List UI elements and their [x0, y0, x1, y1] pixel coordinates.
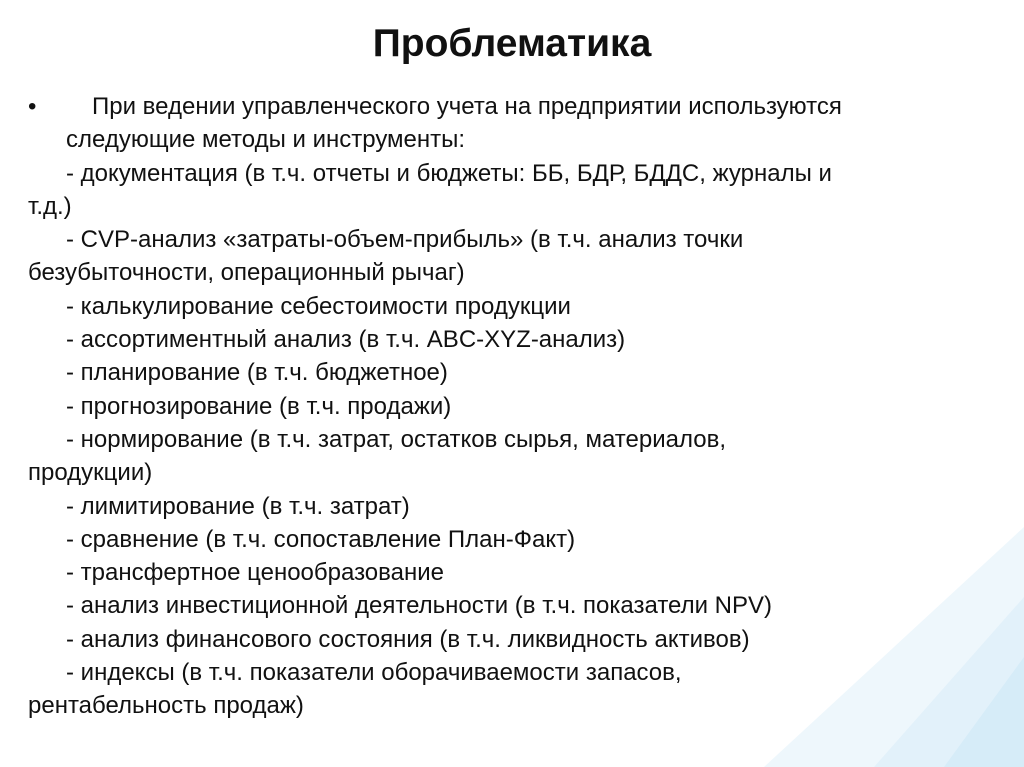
bullet-icon: •: [28, 93, 37, 120]
method-item: [28, 290, 1003, 323]
method-item: [28, 523, 1003, 556]
method-item: [28, 423, 1003, 490]
method-item-line-1: - лимитирование (в т.ч. затрат): [66, 492, 410, 520]
method-item: [28, 556, 1003, 589]
method-item: [28, 323, 1003, 356]
method-item: [28, 656, 1003, 723]
method-item-line-2: рентабельность продаж): [28, 692, 304, 720]
method-item: [28, 356, 1003, 389]
method-item: [28, 623, 1003, 656]
method-item-line-1: - трансфертное ценообразование: [66, 559, 444, 587]
bullet-intro: [28, 90, 1003, 123]
method-item-line-1: - анализ инвестиционной деятельности (в т.ч. показатели NPV): [66, 592, 773, 620]
method-item-line-1: - сравнение (в т.ч. сопоставление План-Факт): [66, 525, 576, 553]
method-item-line-1: - ассортиментный анализ (в т.ч. ABC-XYZ-анализ): [66, 326, 626, 354]
method-item: [28, 223, 1003, 290]
method-item-line-1: - CVP-анализ «затраты-объем-прибыль» (в т.ч. анализ точки: [66, 226, 744, 254]
method-item-line-2: т.д.): [28, 192, 72, 220]
method-item-line-1: - индексы (в т.ч. показатели оборачиваемости запасов,: [66, 659, 682, 687]
slide-content: [28, 90, 1003, 723]
method-item-line-2: безубыточности, операционный рычаг): [28, 259, 465, 287]
method-item-line-2: продукции): [28, 459, 153, 487]
method-item-line-1: - калькулирование себестоимости продукции: [66, 292, 571, 320]
method-item: [28, 390, 1003, 423]
method-item: [28, 490, 1003, 523]
slide-title: Проблематика: [372, 22, 652, 65]
method-item-line-1: - анализ финансового состояния (в т.ч. ликвидность активов): [66, 625, 750, 653]
method-item-line-1: - прогнозирование (в т.ч. продажи): [66, 392, 452, 420]
intro-line-1: При ведении управленческого учета на предприятии используются: [92, 93, 842, 120]
method-item: [28, 157, 1003, 224]
intro-line-2: следующие методы и инструменты:: [66, 126, 466, 154]
method-item: [28, 589, 1003, 622]
method-item-line-1: - документация (в т.ч. отчеты и бюджеты: ББ, БДР, БДДС, журналы и: [66, 159, 832, 187]
method-item-line-1: - нормирование (в т.ч. затрат, остатков сырья, материалов,: [66, 425, 726, 453]
method-item-line-1: - планирование (в т.ч. бюджетное): [66, 359, 448, 387]
method-list: [28, 157, 1003, 723]
